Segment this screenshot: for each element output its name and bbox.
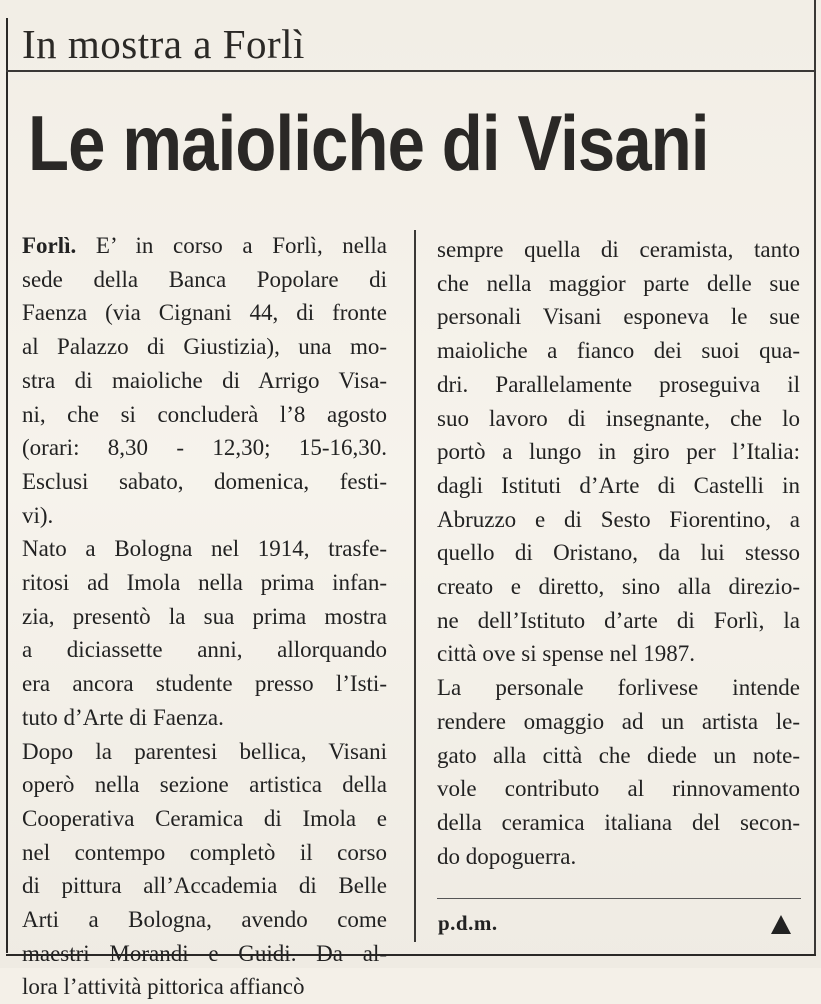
text-line: della ceramica italiana del secon- [437,809,800,835]
text-line-body: E’ in corso a Forlì, nella [76,233,387,258]
text-line: lora l’attività pittorica affiancò [22,974,305,1000]
text-line: sede della Banca Popolare di [22,266,387,292]
paragraph-1 [22,229,387,532]
article-kicker: In mostra a Forlì [22,21,305,67]
text-line: ne dell’Istituto d’arte di Forlì, la [437,607,800,633]
column-divider [414,230,416,942]
left-border-rule [6,18,8,953]
article-headline: Le maioliche di Visani [28,99,709,187]
text-line: Cooperativa Ceramica di Imola e [22,805,387,831]
text-line: quello di Oristano, da lui stesso [437,540,800,566]
paragraph-5 [437,671,800,873]
paragraph-2 [22,532,387,734]
text-line: città ove si spense nel 1987. [437,641,696,667]
text-line: gato alla città che diede un note- [437,742,800,768]
text-line: nel contempo completò il corso [22,839,387,865]
text-line: zia, presentò la sua prima mostra [22,603,387,629]
paragraph-4 [437,233,800,671]
text-line: era ancora studente presso l’Isti- [22,671,387,697]
text-line: Dopo la parentesi bellica, Visani [22,738,387,764]
text-line: di pittura all’Accademia di Belle [22,873,387,899]
text-line: do dopoguerra. [437,843,577,869]
text-line: al Palazzo di Giustizia), una mo- [22,334,387,360]
text-line: ni, che si concluderà l’8 agosto [22,401,387,427]
text-line: La personale forlivese intende [437,675,800,701]
text-line: vole contributo al rinnovamento [437,776,800,802]
text-line: ritosi ad Imola nella prima infan- [22,570,387,596]
text-line: Nato a Bologna nel 1914, trasfe- [22,536,387,562]
left-column [22,229,387,1004]
text-line: rendere omaggio ad un artista le- [437,708,800,734]
text-line: a diciassette anni, allorquando [22,637,387,663]
text-line: portò a lungo in giro per l’Italia: [437,439,800,465]
text-line: che nella maggior parte delle sue [437,270,800,296]
text-line: Abruzzo e di Sesto Fiorentino, a [437,506,800,532]
kicker-underline-rule [6,70,816,72]
article-dateline: Forlì. [22,233,77,258]
text-line: personali Visani esponeva le sue [437,304,800,330]
right-border-rule [814,0,816,955]
text-line: sempre quella di ceramista, tanto [437,237,800,262]
right-column [437,233,800,873]
text-line: vi). [22,502,54,528]
text-line: maioliche a fianco dei suoi qua- [437,338,800,364]
signature-rule [437,898,801,899]
text-line: dagli Istituti d’Arte di Castelli in [437,472,800,498]
text-line: Esclusi sabato, domenica, festi- [22,468,387,494]
text-line: tuto d’Arte di Faenza. [22,704,224,730]
text-line: maestri Morandi e Guidi. Da al- [22,940,387,966]
text-line: Faenza (via Cignani 44, di fronte [22,300,387,326]
text-line: dri. Parallelamente proseguiva il [437,371,800,397]
author-signature: p.d.m. [438,911,498,935]
triangle-end-mark-icon [771,915,791,934]
paragraph-3 [22,735,387,1004]
text-line: stra di maioliche di Arrigo Visa- [22,367,387,393]
text-line [22,229,387,263]
text-line: (orari: 8,30 - 12,30; 15-16,30. [22,435,387,461]
text-line: creato e diretto, sino alla direzio- [437,574,800,600]
text-line: Arti a Bologna, avendo come [22,907,387,933]
text-line: operò nella sezione artistica della [22,772,387,798]
text-line: suo lavoro di insegnante, che lo [437,405,800,431]
